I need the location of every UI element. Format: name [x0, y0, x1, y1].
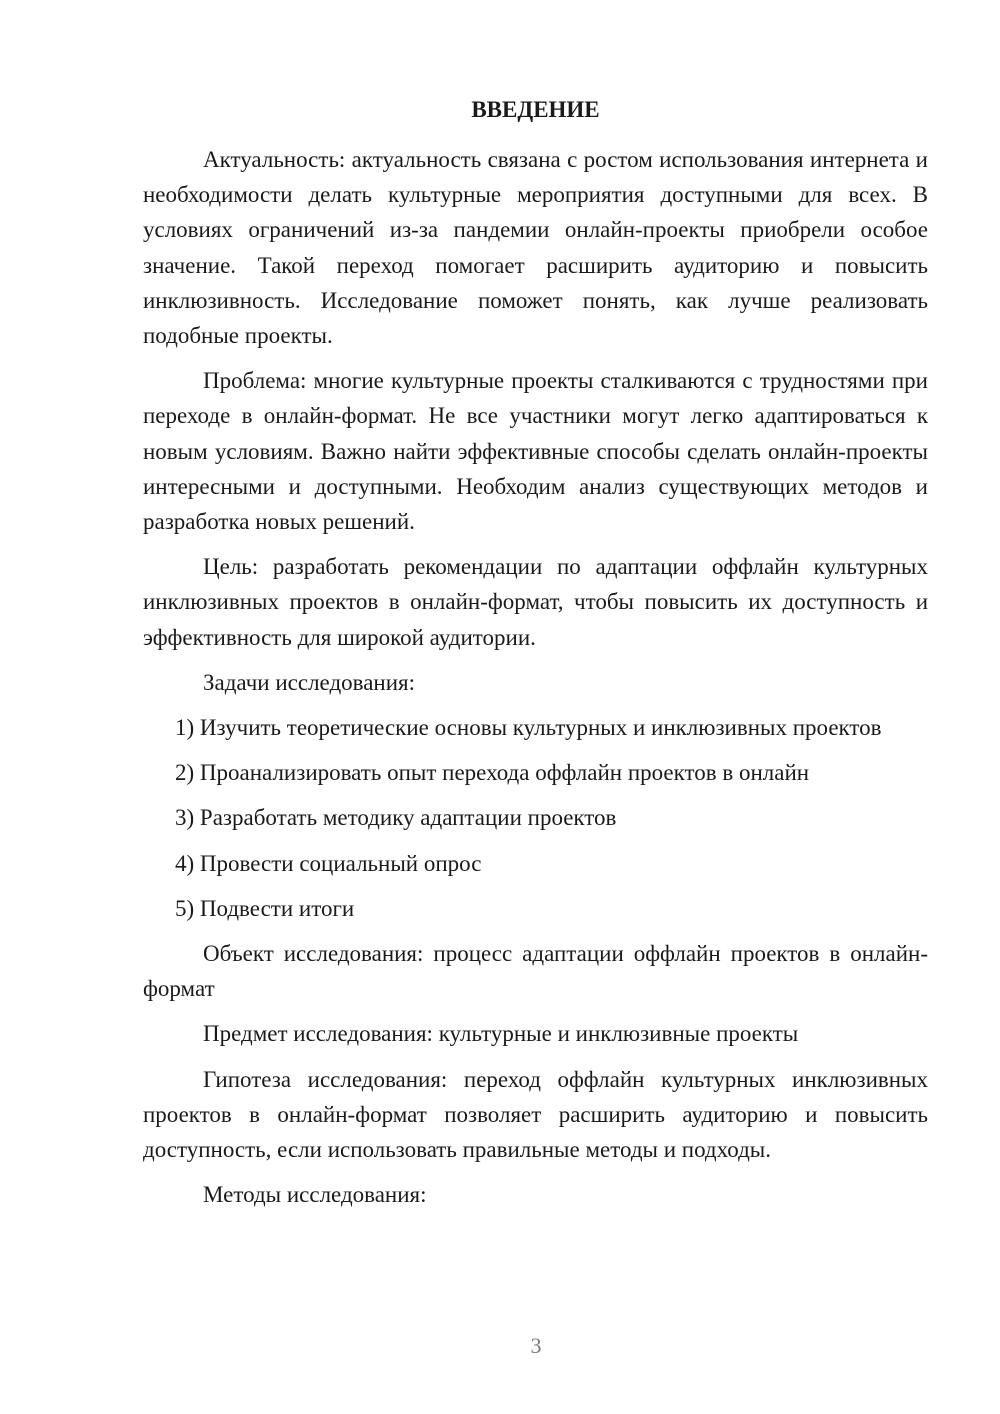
page-content — [143, 92, 928, 1222]
task-item: 4) Провести социальный опрос — [175, 850, 482, 876]
hypothesis-paragraph: Гипотеза исследования: переход оффлайн культурных инклюзивных проектов в онлайн-формат позволяет расширить аудиторию и повысить доступность, если использовать правильные методы и подходы. — [143, 1066, 928, 1163]
methods-heading: Методы исследования: — [203, 1182, 427, 1208]
task-item: 1) Изучить теоретические основы культурных и инклюзивных проектов — [175, 715, 882, 741]
page-title: ВВЕДЕНИЕ — [471, 97, 600, 122]
task-item: 2) Проанализировать опыт перехода оффлайн проектов в онлайн — [175, 760, 810, 786]
problem-paragraph: Проблема: многие культурные проекты сталкиваются с трудностями при переходе в онлайн-формат. Не все участники могут легко адаптироваться к новым условиям. Важно найти эффективные способы сделать онлайн-проекты интересными и доступными. Необходим анализ существующих методов и разработка новых решений. — [143, 368, 928, 535]
page-number: 3 — [530, 1333, 542, 1358]
task-item: 3) Разработать методику адаптации проектов — [175, 805, 617, 831]
task-item: 5) Подвести итоги — [175, 895, 355, 921]
goal-paragraph: Цель: разработать рекомендации по адаптации оффлайн культурных инклюзивных проектов в онлайн-формат, чтобы повысить их доступность и эффективность для широкой аудитории. — [143, 554, 928, 650]
subject-paragraph: Предмет исследования: культурные и инклюзивные проекты — [203, 1021, 799, 1047]
tasks-heading: Задачи исследования: — [203, 669, 416, 695]
relevance-paragraph: Актуальность: актуальность связана с ростом использования интернета и необходимости делать культурные мероприятия доступными для всех. В условиях ограничений из-за пандемии онлайн-проекты приобрели особое значение. Такой переход помогает расширить аудиторию и повысить инклюзивность. Исследование поможет понять, как лучше реализовать подобные проекты. — [143, 147, 928, 349]
object-paragraph: Объект исследования: процесс адаптации оффлайн проектов в онлайн-формат — [143, 941, 928, 1002]
